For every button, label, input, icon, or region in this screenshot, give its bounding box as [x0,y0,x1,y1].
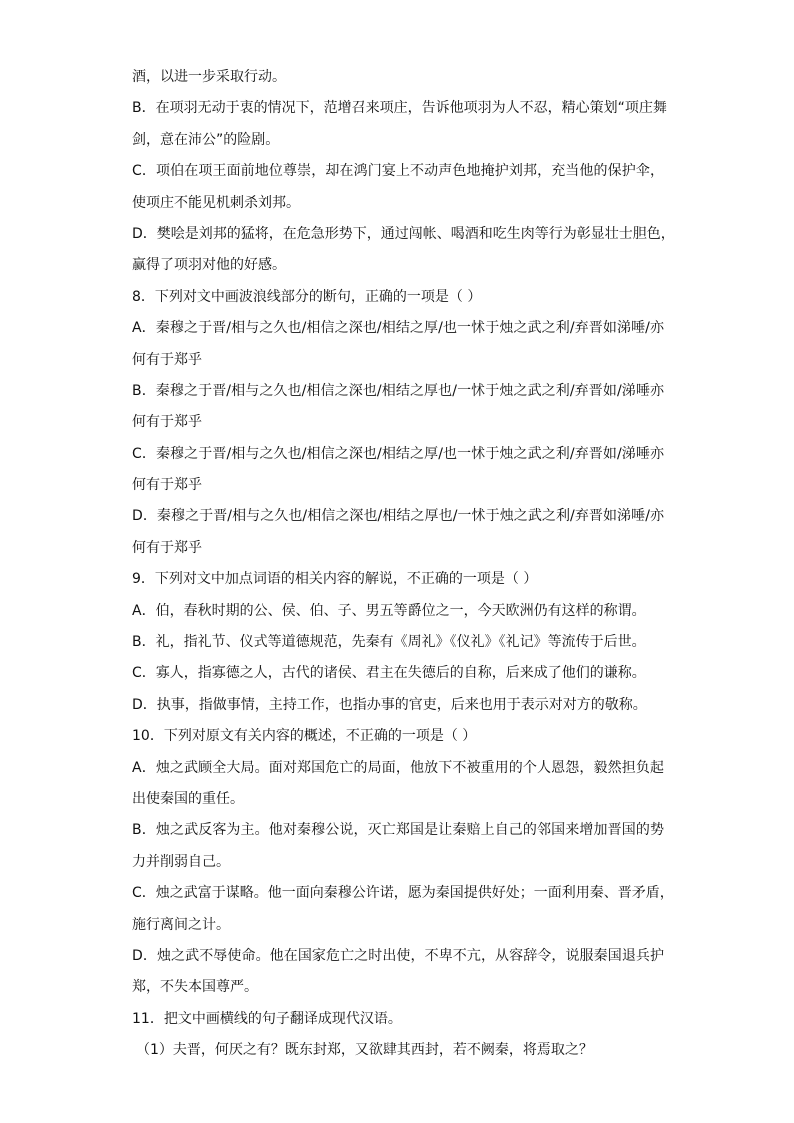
q11-sentence-1: （1）夫晋，何厌之有？既东封郑，又欲肆其西封，若不阙秦，将焉取之？ [136,1042,593,1059]
q10-option-c: C．烛之武富于谋略。他一面向秦穆公许诺，愿为秦国提供好处；一面利用秦、晋矛盾， [132,885,674,902]
text-line: 何有于郑乎 [132,414,202,431]
text-line: 酒，以进一步采取行动。 [132,69,286,85]
q8-option-d: D．秦穆之于晋/相与之久也/相信之深也/相结之厚也/一怵于烛之武之利/弃晋如涕唾/亦 [132,508,664,525]
text-line: 出使秦国的重任。 [132,790,244,807]
q8-option-b: B．秦穆之于晋/相与之久也/相信之深也/相结之厚也/一怵于烛之武之利/弃晋如/涕唾亦 [132,382,664,399]
q8-option-a: A．秦穆之于晋/相与之久也/相信之深也/相结之厚/也一怵于烛之武之利/弃晋如涕唾/亦 [132,320,664,337]
text-line: 何有于郑乎 [132,477,202,494]
q9-option-a: A．伯，春秋时期的公、侯、伯、子、男五等爵位之一，今天欧洲仍有这样的称谓。 [132,602,646,619]
q9-option-c: C．寡人，指寡德之人，古代的诸侯、君主在失德后的自称，后来成了他们的谦称。 [132,665,646,682]
text-line: 剑，意在沛公”的险剧。 [132,131,280,148]
text-line: 施行离间之计。 [132,916,230,933]
question-8: 8．下列对文中画波浪线部分的断句，正确的一项是（ ） [132,288,482,305]
option-d-line: D．樊哙是刘邦的猛将，在危急形势下，通过闯帐、喝酒和吃生肉等行为彰显壮士胆色， [132,225,675,242]
q10-option-a: A．烛之武顾全大局。面对郑国危亡的局面，他放下不被重用的个人恩怨，毅然担负起 [132,759,664,776]
q9-option-b: B．礼，指礼节、仪式等道德规范，先秦有《周礼》《仪礼》《礼记》等流传于后世。 [132,634,646,651]
question-11: 11．把文中画横线的句子翻译成现代汉语。 [132,1010,402,1027]
text-line: 郑，不失本国尊严。 [132,979,258,996]
document-body [132,62,675,1067]
text-line: 何有于郑乎 [132,351,202,368]
q10-option-d: D．烛之武不辱使命。他在国家危亡之时出使，不卑不亢，从容辞令，说服秦国退兵护 [132,947,664,964]
q10-option-b: B．烛之武反客为主。他对秦穆公说，灭亡郑国是让秦赔上自己的邻国来增加晋国的势 [132,822,664,839]
option-b-line: B．在项羽无动于衷的情况下，范增召来项庄，告诉他项羽为人不忍，精心策划“项庄舞 [132,100,667,117]
question-9: 9．下列对文中加点词语的相关内容的解说，不正确的一项是（ ） [132,571,538,588]
question-10: 10．下列对原文有关内容的概述，不正确的一项是（ ） [132,728,477,745]
q8-option-c: C．秦穆之于晋/相与之久也/相信之深也/相结之厚/也一怵于烛之武之利/弃晋如/涕唾亦 [132,445,664,462]
text-line: 何有于郑乎 [132,539,202,556]
option-c-line: C．项伯在项王面前地位尊崇，却在鸿门宴上不动声色地掩护刘邦，充当他的保护伞， [132,163,664,180]
text-line: 赢得了项羽对他的好感。 [132,257,286,274]
text-line: 使项庄不能见机刺杀刘邦。 [132,194,300,211]
text-line: 力并削弱自己。 [132,853,230,870]
q9-option-d: D．执事，指做事情，主持工作，也指办事的官吏，后来也用于表示对对方的敬称。 [132,696,647,713]
